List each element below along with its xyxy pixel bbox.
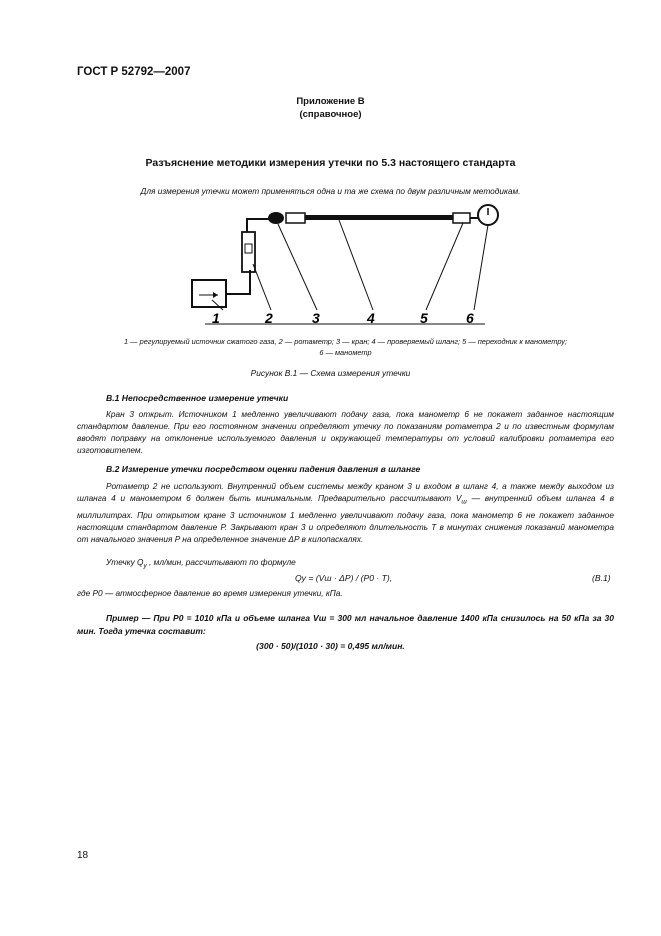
leader-2 [253, 264, 271, 310]
leader-4 [339, 220, 373, 310]
appendix-status: (справочное) [299, 109, 362, 120]
page-title: Разъяснение методики измерения утечки по 5.3 настоящего стандарта [145, 157, 516, 169]
section-2-heading: В.2 Измерение утечки посредством оценки падения давления в шланге [106, 464, 421, 474]
equation-number: (В.1) [592, 573, 611, 583]
pipe-rotameter-valve [247, 219, 269, 232]
section-2-paragraph-1-part-a: Ротаметр 2 не используют. Внутренний объем системы между краном 3 и входом в шланг 4, а также между выходом из шланга 4 и манометром 6 должен быть минимальным. Предварительно рассчитывают V [77, 481, 614, 503]
leader-6 [474, 225, 488, 310]
figure-legend-line-1: 1 — регулируемый источник сжатого газа, 2 — ротаметр; 3 — кран; 4 — проверяемый шланг; 5 — переходник к манометру; [124, 337, 567, 346]
figure-number-4: 4 [367, 310, 375, 326]
example-calculation: (300 · 50)/(1010 · 30) = 0,495 мл/мин. [256, 641, 405, 651]
rotameter-float [245, 244, 252, 253]
section-2-paragraph-2 [77, 556, 614, 573]
leak-formula: Qу = (Vш · ΔP) / (P0 · T), [295, 573, 393, 583]
valve [268, 212, 284, 224]
figure-legend [77, 336, 614, 358]
section-2-paragraph-1-part-b: — внутренний объем шланга 4 в миллилитрах. При открытом кране 3 источником 1 медленно увеличивают подачу газа, пока манометр 6 не покажет заданное настоящим стандартом давление P. Закрывают кран 3 и определяют длительность T в минутах снижения показаний манометра от начального значения P на определенное значение ΔP в килопаскалях. [77, 493, 614, 544]
appendix-label: Приложение В [296, 96, 365, 107]
intro-text: Для измерения утечки может применяться одна и та же схема по двум различным методикам. [140, 186, 521, 196]
figure-number-5: 5 [420, 310, 428, 326]
leader-1 [212, 300, 223, 310]
formula-where-clause: где P0 — атмосферное давление во время измерения утечки, кПа. [77, 588, 343, 598]
figure-caption: Рисунок В.1 — Схема измерения утечки [250, 368, 411, 378]
example-text: Пример — При P0 = 1010 кПа и объеме шланга Vш = 300 мл начальное давление 1400 кПа снизилось на 50 кПа за 30 мин. Тогда утечка составит: [77, 613, 614, 636]
page-number: 18 [77, 850, 89, 861]
section-1-text: Кран 3 открыт. Источником 1 медленно увеличивают подачу газа, пока манометр 6 не покажет заданное настоящим стандартом давление. При его постоянном значении определяют утечку по показаниям ротаметра 2 и по известным формулам вводят поправку на отклонение используемого давления и окружающей температуры от условий калибровки ротаметра его изготовителем. [77, 409, 614, 455]
gas-source-arrowhead [213, 292, 218, 298]
leader-3 [278, 224, 317, 310]
rotameter-body [242, 232, 255, 272]
section-2-paragraph-2-part-b: , мл/мин, рассчитывают по формуле [146, 557, 296, 567]
section-1-heading: В.1 Непосредственное измерение утечки [106, 393, 289, 403]
leak-subscript: у [143, 562, 147, 570]
tested-hose [305, 215, 453, 220]
document-header: ГОСТ Р 52792—2007 [77, 66, 191, 78]
figure-number-1: 1 [212, 310, 220, 326]
section-2-paragraph-2-part-a: Утечку Q [106, 557, 144, 567]
pipe-source-rotameter [226, 270, 250, 294]
figure-number-2: 2 [265, 310, 273, 326]
measurement-scheme-diagram [185, 200, 515, 330]
gas-source-box [192, 280, 226, 307]
hose-inlet-connector [286, 213, 305, 223]
figure-number-3: 3 [312, 310, 320, 326]
figure-number-6: 6 [466, 310, 474, 326]
gauge-adapter [453, 213, 470, 223]
figure-legend-line-2: 6 — манометр [319, 348, 372, 357]
section-2-paragraph-1 [77, 480, 614, 545]
volume-subscript: ш [461, 498, 467, 506]
leader-5 [426, 223, 463, 310]
